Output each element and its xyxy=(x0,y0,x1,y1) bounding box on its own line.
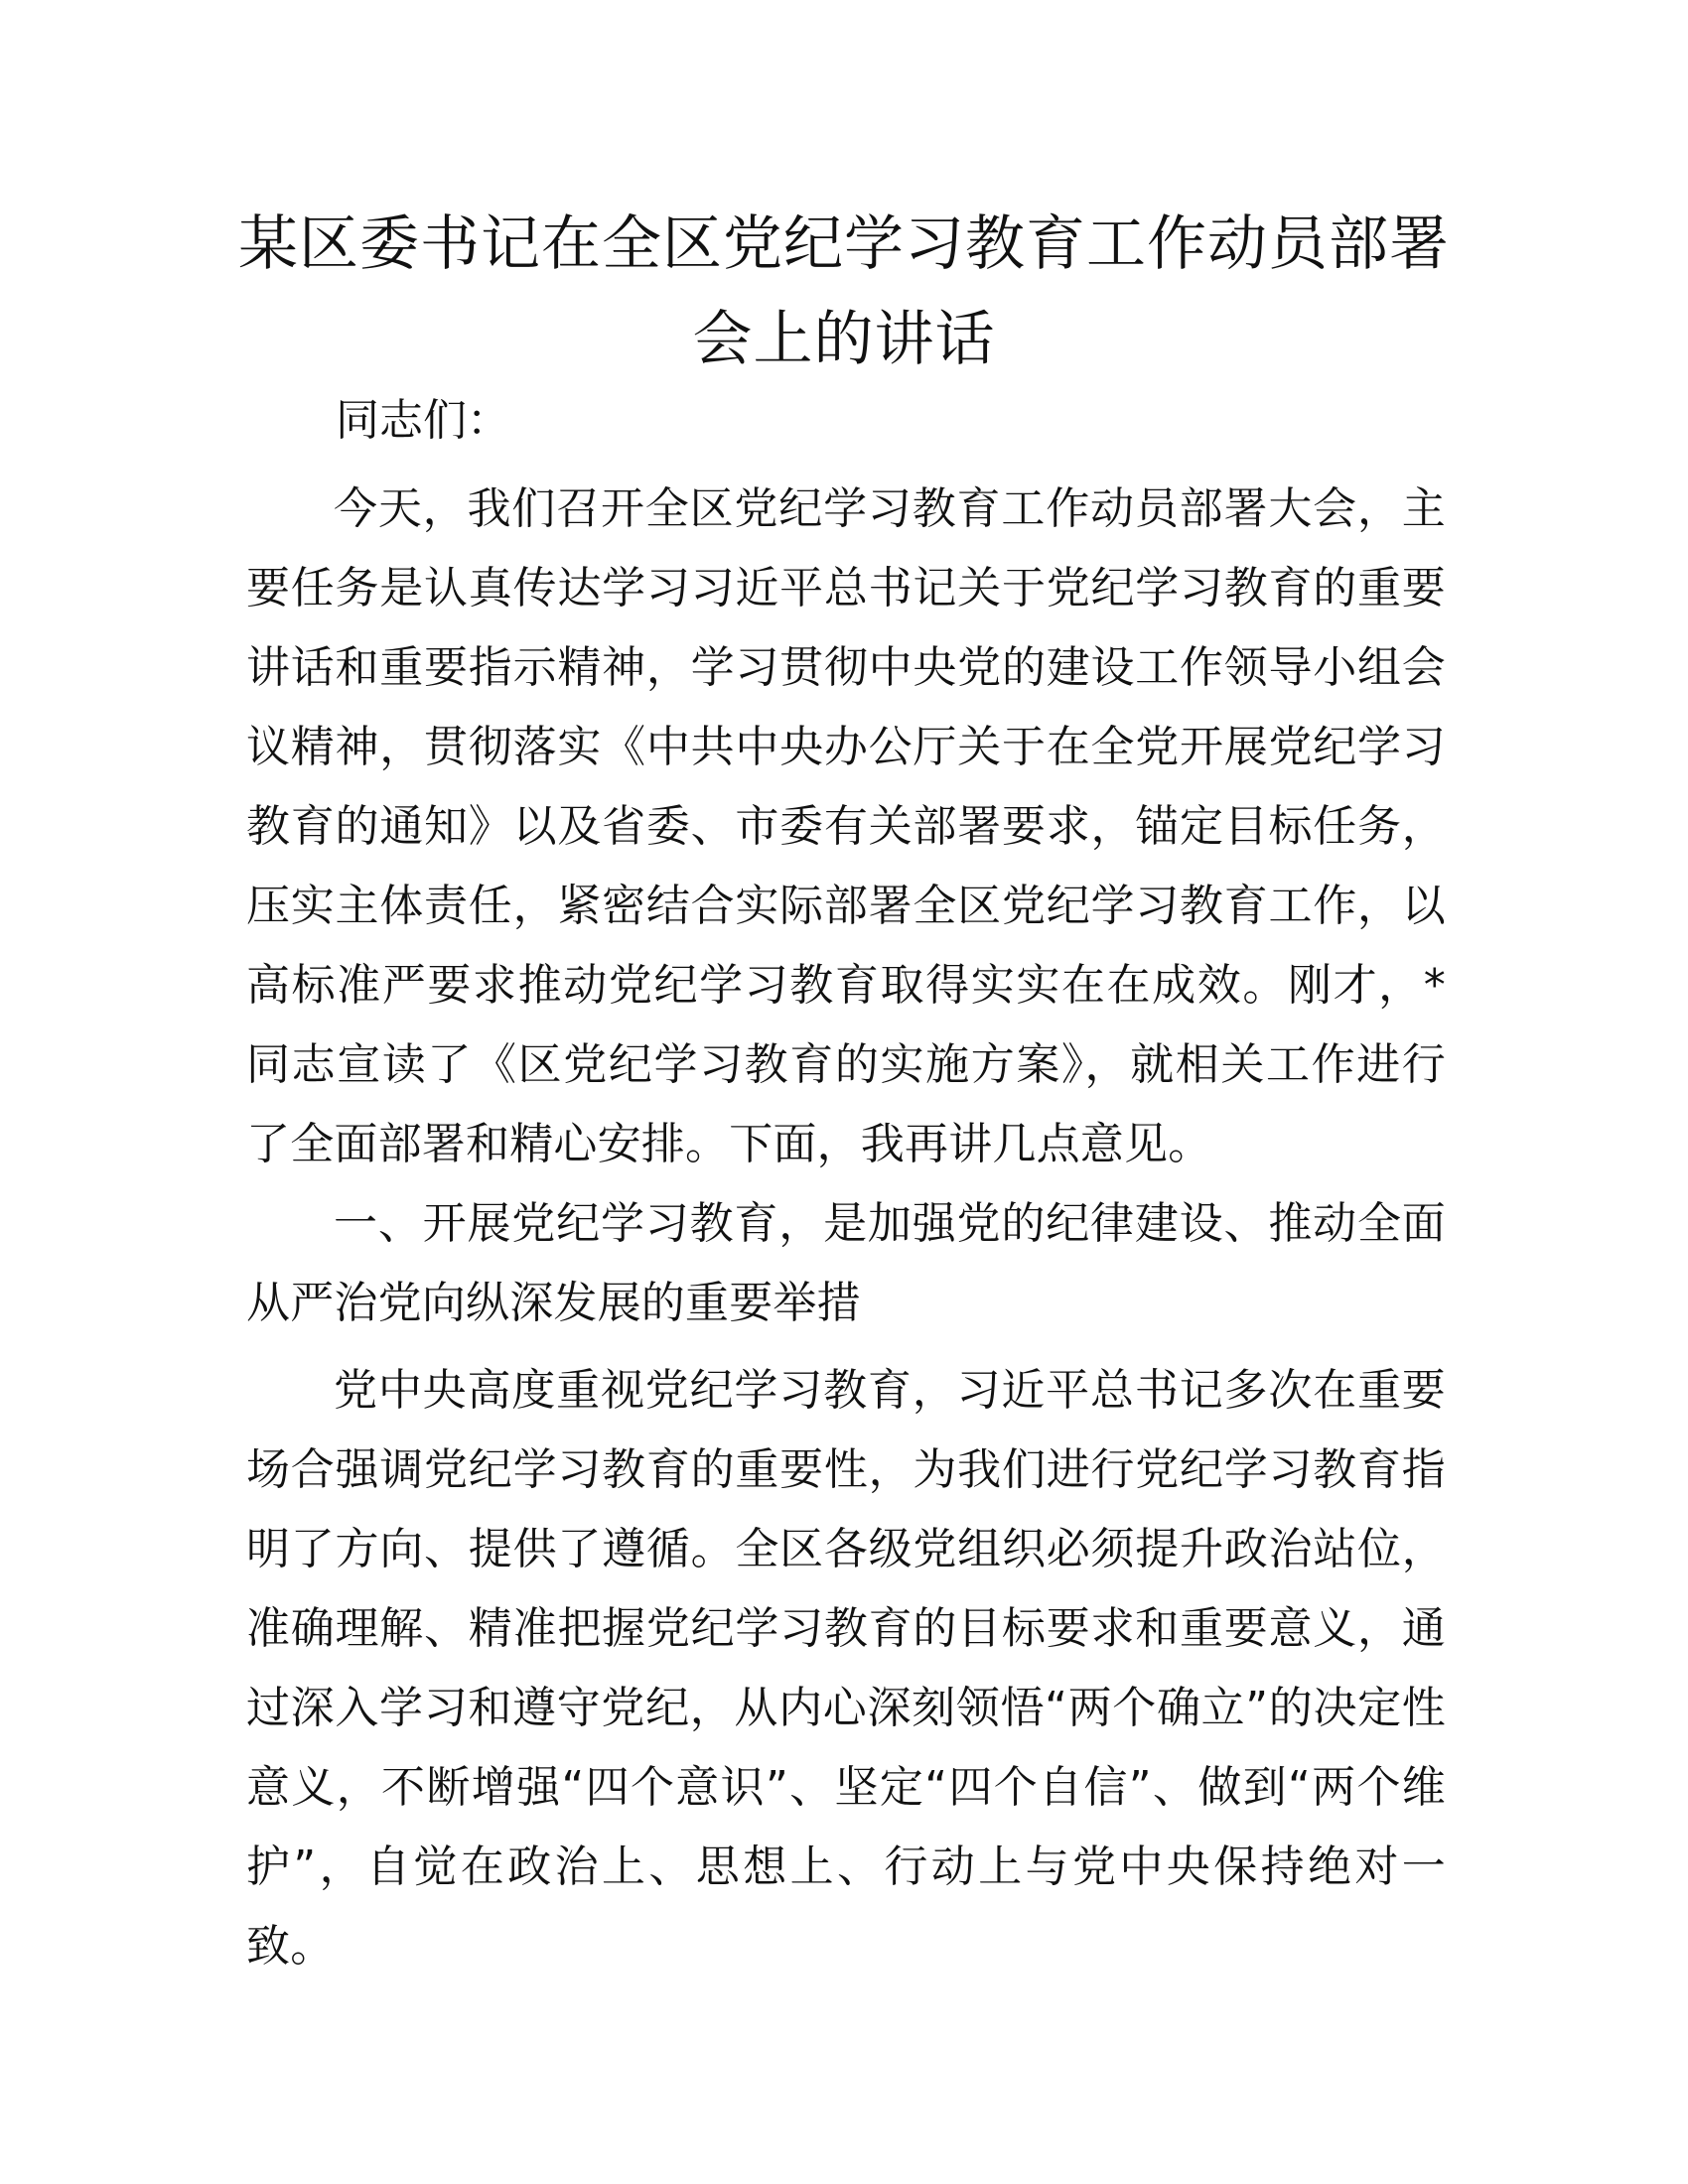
opening-paragraph: 今天，我们召开全区党纪学习教育工作动员部署大会，主要任务是认真传达学习习近平总书记关于党纪学习教育的重要讲话和重要指示精神，学习贯彻中央党的建设工作领导小组会议精神，贯彻落实《中共中央办公厅关于在全党开展党纪学习教育的通知》以及省委、市委有关部署要求，锚定目标任务，压实主体责任，紧密结合实际部署全区党纪学习教育工作，以高标准严要求推动党纪学习教育取得实实在在成效。刚才，*同志宣读了《区党纪学习教育的实施方案》，就相关工作进行了全面部署和精心安排。下面，我再讲几点意见。 xyxy=(246,483,1446,1169)
section-1-paragraph: 党中央高度重视党纪学习教育，习近平总书记多次在重要场合强调党纪学习教育的重要性，为我们进行党纪学习教育指明了方向、提供了遵循。全区各级党组织必须提升政治站位，准确理解、精准把握党纪学习教育的目标要求和重要意义，通过深入学习和遵守党纪，从内心深刻领悟“两个确立”的决定性意义，不断增强“四个意识”、坚定“四个自信”、做到“两个维护”，自觉在政治上、思想上、行动上与党中央保持绝对一致。 xyxy=(246,1365,1446,1972)
section-heading-1: 一、开展党纪学习教育，是加强党的纪律建设、推动全面从严治党向纵深发展的重要举措 xyxy=(246,1198,1446,1328)
document-title: 某区委书记在全区党纪学习教育工作动员部署会上的讲话 xyxy=(238,209,1450,374)
salutation: 同志们： xyxy=(336,395,510,446)
